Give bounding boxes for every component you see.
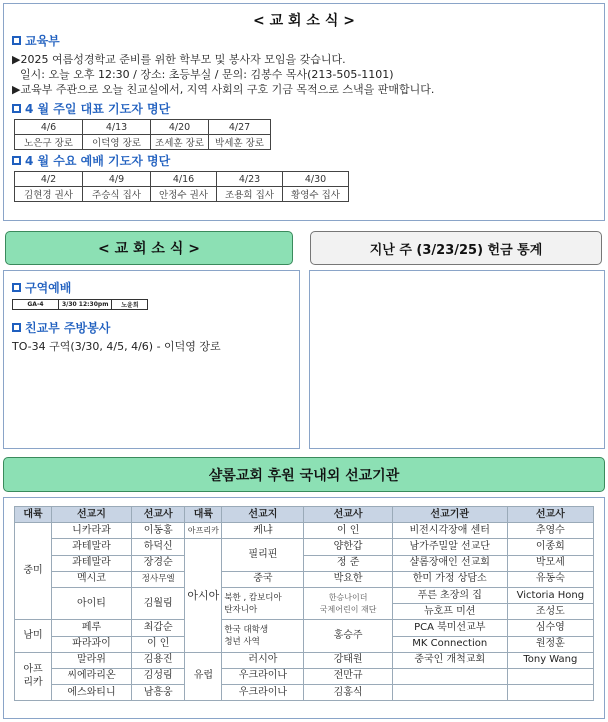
missionary-cell xyxy=(507,685,593,701)
edu-heading: 교육부 xyxy=(25,34,60,48)
field-cell: 씨에라리온 xyxy=(51,668,131,684)
field-cell: 필리핀 xyxy=(222,539,304,571)
missionary-cell: 김용진 xyxy=(132,652,185,668)
field-cell: 우크라이나 xyxy=(222,685,304,701)
agency-cell: 샬롬장애인 선교회 xyxy=(392,555,507,571)
agency-cell: 한미 가정 상담소 xyxy=(392,571,507,587)
missionary-cell: 김성림 xyxy=(132,668,185,684)
agency-cell: 뉴호프 미션 xyxy=(392,604,507,620)
name-cell: 조용희 집사 xyxy=(217,187,283,202)
missionary-cell: 남흥웅 xyxy=(132,685,185,701)
checkbox-square-icon xyxy=(12,156,21,165)
agency-cell: 푸른 초장의 집 xyxy=(392,587,507,603)
field-cell: 한국 대학생 청년 사역 xyxy=(222,620,304,652)
field-cell: 파라과이 xyxy=(51,636,131,652)
missionary-cell: 장경순 xyxy=(132,555,185,571)
name-cell: 노은구 장로 xyxy=(15,135,83,150)
mission-table xyxy=(14,506,594,701)
header-cell: 선교사 xyxy=(507,507,593,523)
agency-cell: 남가주밀알 선교단 xyxy=(392,539,507,555)
header-cell: 선교사 xyxy=(132,507,185,523)
fellowship-heading: 친교부 주방봉사 xyxy=(25,321,111,335)
continent-cell: 아프리카 xyxy=(185,523,222,539)
header-cell: 선교기관 xyxy=(392,507,507,523)
district-worship-section xyxy=(12,279,148,310)
news-detail-panel xyxy=(3,270,300,449)
table-row xyxy=(15,685,594,701)
field-cell: 페루 xyxy=(51,620,131,636)
missionary-cell: 정 준 xyxy=(304,555,392,571)
table-row xyxy=(15,523,594,539)
sunday-prayer-section xyxy=(12,100,271,150)
continent-cell: 중미 xyxy=(15,523,52,620)
church-news-panel xyxy=(3,3,605,221)
agency-cell: 비전시각장애 센터 xyxy=(392,523,507,539)
name-cell: 주승식 집사 xyxy=(83,187,151,202)
field-cell: 니카라과 xyxy=(51,523,131,539)
field-cell: 중국 xyxy=(222,571,304,587)
offering-stats-button[interactable]: 지난 주 (3/23/25) 헌금 통계 xyxy=(310,231,602,265)
missionary-cell: Victoria Hong xyxy=(507,587,593,603)
district-table xyxy=(12,299,148,310)
continent-cell: 아시아 xyxy=(185,539,222,652)
name-cell: 안정수 권사 xyxy=(151,187,217,202)
table-header-row xyxy=(15,507,594,523)
agency-cell: PCA 북미선교부 xyxy=(392,620,507,636)
field-cell: 말라위 xyxy=(51,652,131,668)
district-cell: GA-4 xyxy=(13,300,59,310)
missionary-cell: 유동숙 xyxy=(507,571,593,587)
missionary-cell: 원정훈 xyxy=(507,636,593,652)
name-cell: 황영수 집사 xyxy=(283,187,349,202)
header-cell: 선교지 xyxy=(51,507,131,523)
field-cell: 멕시코 xyxy=(51,571,131,587)
missionary-cell: 양한갑 xyxy=(304,539,392,555)
wednesday-prayer-section xyxy=(12,152,349,202)
table-row xyxy=(15,555,594,571)
header-cell: 선교사 xyxy=(304,507,392,523)
missionary-cell: 김월림 xyxy=(132,587,185,619)
checkbox-square-icon xyxy=(12,323,21,332)
table-row xyxy=(15,539,594,555)
checkbox-square-icon xyxy=(12,104,21,113)
missionary-cell: 이 인 xyxy=(304,523,392,539)
table-row xyxy=(15,571,594,587)
wednesday-prayer-table xyxy=(14,171,349,202)
agency-cell xyxy=(392,685,507,701)
field-cell: 케냐 xyxy=(222,523,304,539)
mission-table-panel xyxy=(3,497,605,719)
field-cell: 우크라이나 xyxy=(222,668,304,684)
district-cell: 노윤희 xyxy=(112,300,148,310)
header-cell: 선교지 xyxy=(222,507,304,523)
field-cell: 러시아 xyxy=(222,652,304,668)
wednesday-heading: 4 월 수요 예배 기도자 명단 xyxy=(25,154,171,168)
continent-cell: 남미 xyxy=(15,620,52,652)
fellowship-section xyxy=(12,319,295,354)
edu-section xyxy=(12,32,598,97)
edu-line3: ▶교육부 주관으로 오늘 친교실에서, 지역 사회의 구호 기금 목적으로 스낵을 판매합니다. xyxy=(12,83,435,96)
date-cell: 4/6 xyxy=(15,120,83,135)
sunday-heading: 4 월 주일 대표 기도자 명단 xyxy=(25,102,171,116)
date-cell: 4/16 xyxy=(151,172,217,187)
date-cell: 4/20 xyxy=(151,120,209,135)
name-cell: 박세훈 장로 xyxy=(209,135,271,150)
field-cell: 과테말라 xyxy=(51,539,131,555)
district-heading: 구역예배 xyxy=(25,281,72,295)
missionary-cell: 박요한 xyxy=(304,571,392,587)
missionary-cell xyxy=(507,668,593,684)
fellowship-line: TO-34 구역(3/30, 4/5, 4/6) - 이덕영 장로 xyxy=(12,340,221,353)
missionary-cell: Tony Wang xyxy=(507,652,593,668)
date-cell: 4/13 xyxy=(83,120,151,135)
checkbox-square-icon xyxy=(12,283,21,292)
missionary-cell: 한승나이더 국제어린이 재단 xyxy=(304,587,392,619)
mission-agencies-button[interactable]: 샬롬교회 후원 국내외 선교기관 xyxy=(3,457,605,492)
missionary-cell: 추영수 xyxy=(507,523,593,539)
date-cell: 4/2 xyxy=(15,172,83,187)
date-cell: 4/23 xyxy=(217,172,283,187)
table-row xyxy=(15,587,594,603)
missionary-cell: 정사무엘 xyxy=(132,571,185,587)
date-cell: 4/9 xyxy=(83,172,151,187)
church-news-title: < 교 회 소 식 > xyxy=(253,13,355,29)
name-cell: 김현경 권사 xyxy=(15,187,83,202)
name-cell: 조세훈 장로 xyxy=(151,135,209,150)
date-cell: 4/27 xyxy=(209,120,271,135)
header-cell: 대륙 xyxy=(15,507,52,523)
date-cell: 4/30 xyxy=(283,172,349,187)
missionary-cell: 조성도 xyxy=(507,604,593,620)
missionary-cell: 심수영 xyxy=(507,620,593,636)
continent-cell: 아프 리카 xyxy=(15,652,52,701)
continent-cell: 유럽 xyxy=(185,652,222,701)
agency-cell xyxy=(392,668,507,684)
missionary-cell: 홍승주 xyxy=(304,620,392,652)
field-cell: 과테말라 xyxy=(51,555,131,571)
missionary-cell: 이 인 xyxy=(132,636,185,652)
field-cell: 에스와티니 xyxy=(51,685,131,701)
name-cell: 이덕영 장로 xyxy=(83,135,151,150)
agency-cell: 중국인 개척교회 xyxy=(392,652,507,668)
checkbox-square-icon xyxy=(12,36,21,45)
edu-line2: 일시: 오늘 오후 12:30 / 장소: 초등부실 / 문의: 김봉수 목사(213-505-1101) xyxy=(20,68,394,81)
church-news-button[interactable]: < 교 회 소 식 > xyxy=(5,231,293,265)
missionary-cell: 하덕신 xyxy=(132,539,185,555)
edu-line1: ▶2025 여름성경학교 준비를 위한 학부모 및 봉사자 모임을 갖습니다. xyxy=(12,53,346,66)
missionary-cell: 최갑순 xyxy=(132,620,185,636)
table-row xyxy=(15,620,594,636)
table-row xyxy=(15,668,594,684)
offering-stats-panel xyxy=(309,270,605,449)
agency-cell: MK Connection xyxy=(392,636,507,652)
missionary-cell: 강태원 xyxy=(304,652,392,668)
missionary-cell: 전만규 xyxy=(304,668,392,684)
district-cell: 3/30 12:30pm xyxy=(59,300,112,310)
table-row xyxy=(15,652,594,668)
missionary-cell: 박모세 xyxy=(507,555,593,571)
missionary-cell: 이종희 xyxy=(507,539,593,555)
field-cell: 북한 , 캄보디아 탄자니아 xyxy=(222,587,304,619)
header-cell: 대륙 xyxy=(185,507,222,523)
field-cell: 아이티 xyxy=(51,587,131,619)
sunday-prayer-table xyxy=(14,119,271,150)
missionary-cell: 이동홍 xyxy=(132,523,185,539)
missionary-cell: 김홍식 xyxy=(304,685,392,701)
